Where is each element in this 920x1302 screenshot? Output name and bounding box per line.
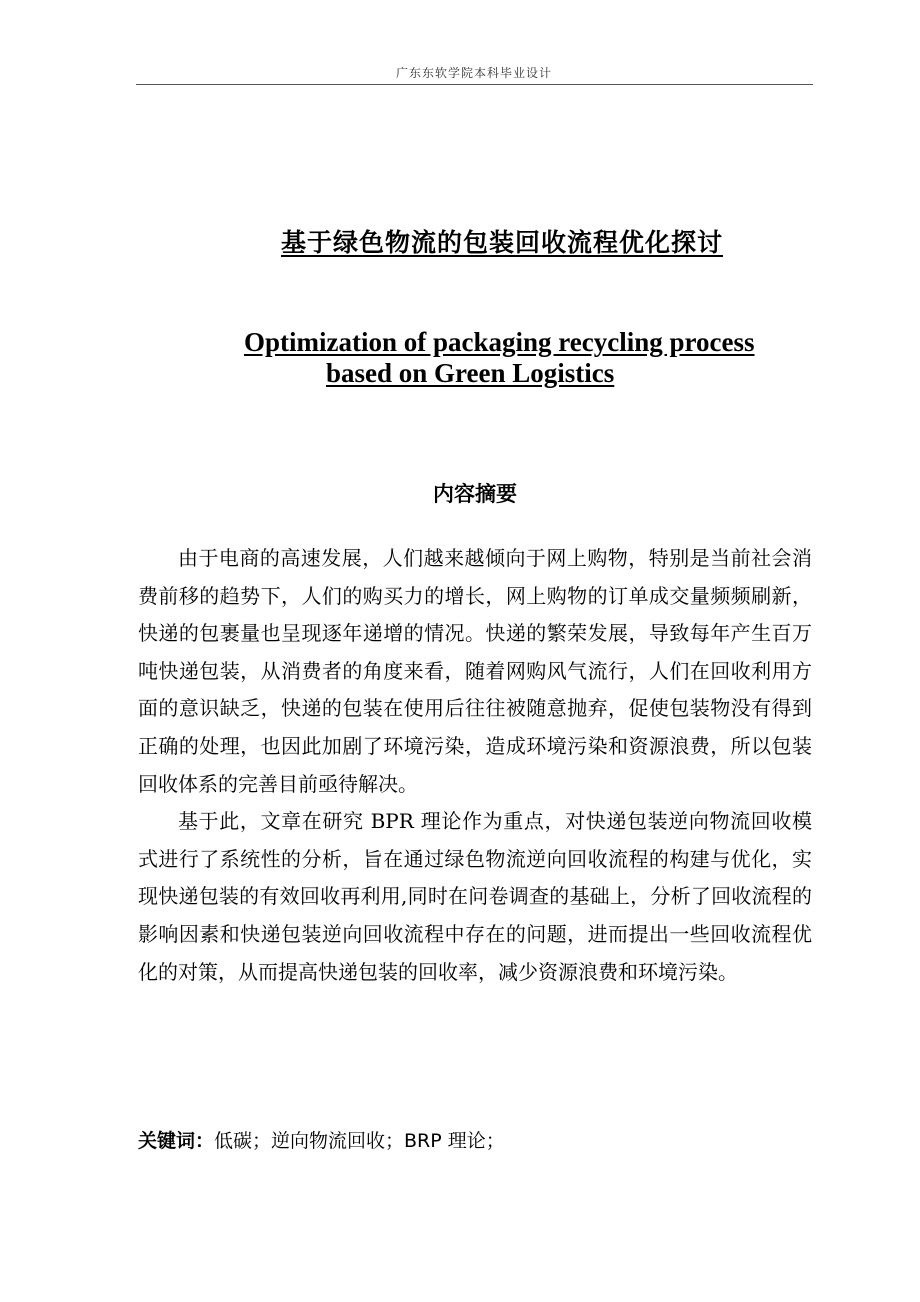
title-english-line-2: based on Green Logistics [326, 358, 615, 388]
title-chinese: 基于绿色物流的包装回收流程优化探讨 [280, 228, 723, 257]
keywords-label: 关键词： [138, 1130, 215, 1152]
keywords [138, 1126, 812, 1153]
title-english-line-1: Optimization of packaging recycling process [244, 327, 755, 357]
abstract-body [138, 540, 812, 991]
abstract-paragraph-1: 由于电商的高速发展，人们越来越倾向于网上购物，特别是当前社会消费前移的趋势下，人们的购买力的增长，网上购物的订单成交量频频刷新，快递的包裹量也呈现逐年递增的情况。快递的繁荣发展，导致每年产生百万吨快递包装，从消费者的角度来看，随着网购风气流行，人们在回收利用方面的意识缺乏，快递的包装在使用后往往被随意抛弃，促使包装物没有得到正确的处理，也因此加剧了环境污染，造成环境污染和资源浪费，所以包装回收体系的完善目前亟待解决。 [138, 546, 812, 796]
abstract-heading: 内容摘要 [433, 482, 517, 506]
abstract-paragraph-2: 基于此，文章在研究 BPR 理论作为重点，对快递包装逆向物流回收模式进行了系统性的分析，旨在通过绿色物流逆向回收流程的构建与优化，实现快递包装的有效回收再利用,同时在问卷调查的基础上，分析了回收流程的影响因素和快递包装逆向回收流程中存在的问题，进而提出一些回收流程优化的对策，从而提高快递包装的回收率，减少资源浪费和环境污染。 [138, 809, 812, 984]
header-divider [136, 84, 813, 85]
page-header: 广东东软学院本科毕业设计 [395, 66, 552, 80]
title-english [244, 327, 804, 389]
keywords-value: 低碳；逆向物流回收；BRP 理论； [214, 1130, 505, 1152]
